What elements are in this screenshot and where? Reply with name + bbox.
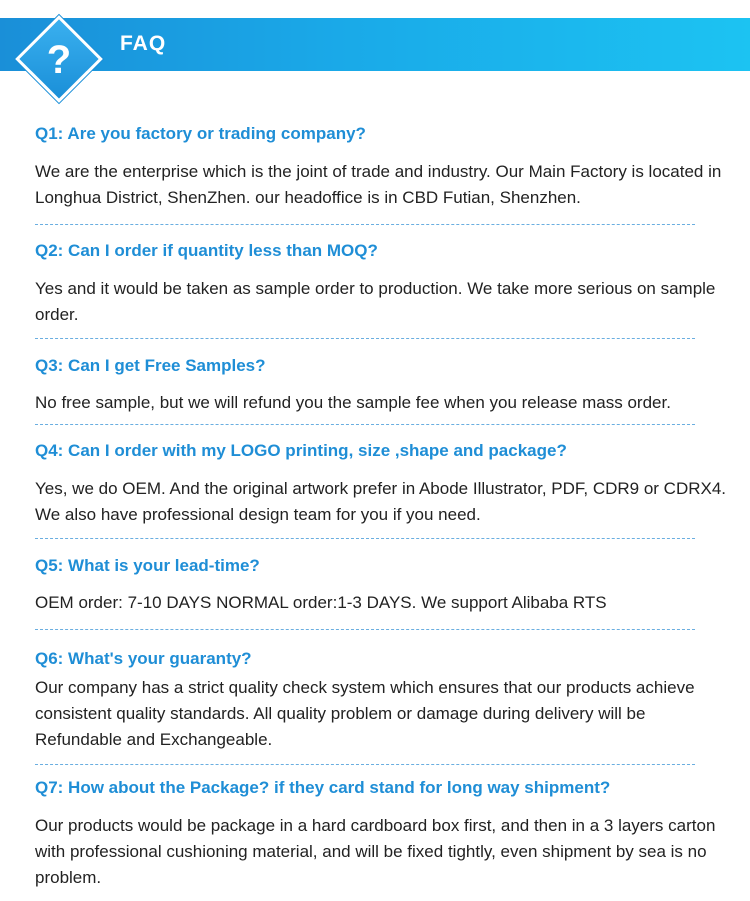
faq-answer-1: We are the enterprise which is the joint of trade and industry. Our Main Factory is located in Longhua District, ShenZhen. our headoffice is in CBD Futian, Shenzhen. <box>35 162 722 207</box>
faq-question-7: Q7: How about the Package? if they card stand for long way shipment? <box>35 778 611 797</box>
divider <box>35 629 695 630</box>
faq-answer-2: Yes and it would be taken as sample order to production. We take more serious on sample order. <box>35 279 716 324</box>
divider <box>35 538 695 539</box>
faq-question-5: Q5: What is your lead-time? <box>35 556 260 575</box>
faq-question-2: Q2: Can I order if quantity less than MOQ? <box>35 241 378 260</box>
faq-answer-6: Our company has a strict quality check system which ensures that our products achieve consistent quality standards. All quality problem or damage during delivery will be Refundable and Exchangeable. <box>35 678 695 749</box>
divider <box>35 764 695 765</box>
divider <box>35 224 695 225</box>
faq-question-3: Q3: Can I get Free Samples? <box>35 356 266 375</box>
faq-answer-4: Yes, we do OEM. And the original artwork prefer in Abode Illustrator, PDF, CDR9 or CDRX4. We also have professional design team for you if you need. <box>35 479 727 524</box>
divider <box>35 338 695 339</box>
divider <box>35 424 695 425</box>
faq-banner <box>0 18 750 71</box>
faq-question-1: Q1: Are you factory or trading company? <box>35 124 366 143</box>
faq-question-6: Q6: What's your guaranty? <box>35 649 252 668</box>
faq-answer-3: No free sample, but we will refund you the sample fee when you release mass order. <box>35 393 671 412</box>
question-mark-icon: ? <box>46 38 72 82</box>
faq-answer-7: Our products would be package in a hard cardboard box first, and then in a 3 layers carton with professional cushioning material, and will be fixed tightly, even shipment by sea is no problem. <box>35 816 716 887</box>
page-title: FAQ <box>120 32 167 55</box>
faq-answer-5: OEM order: 7-10 DAYS NORMAL order:1-3 DAYS. We support Alibaba RTS <box>35 593 607 612</box>
faq-question-4: Q4: Can I order with my LOGO printing, size ,shape and package? <box>35 441 567 460</box>
